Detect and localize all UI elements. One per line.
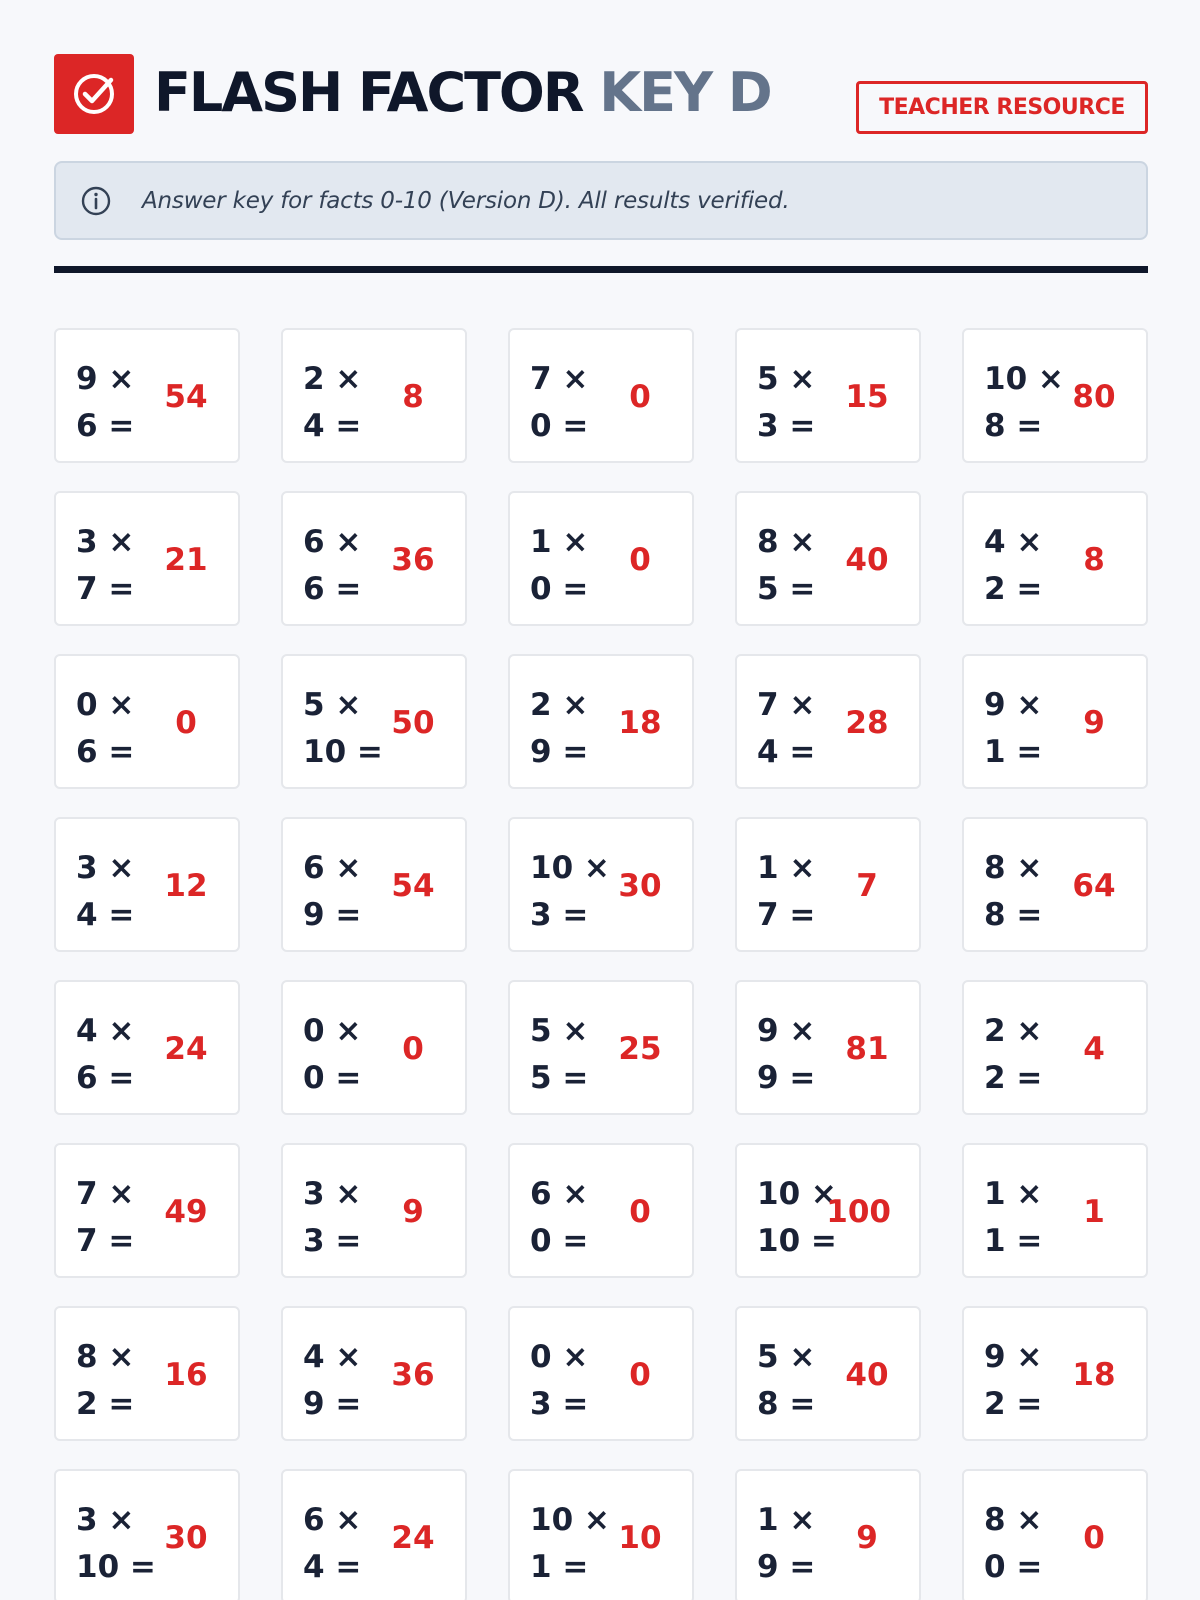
fact-answer: 0 xyxy=(1083,1520,1105,1556)
fact-card xyxy=(281,1306,467,1441)
fact-question: 10 × 8 = xyxy=(984,361,1064,444)
fact-card xyxy=(508,980,694,1115)
fact-card xyxy=(962,328,1148,463)
fact-answer: 16 xyxy=(164,1357,208,1393)
fact-question: 6 × 9 = xyxy=(303,850,362,933)
fact-card xyxy=(54,980,240,1115)
info-icon xyxy=(80,185,112,217)
fact-grid xyxy=(54,328,1148,1600)
fact-question: 6 × 4 = xyxy=(303,1502,362,1585)
fact-answer: 9 xyxy=(856,1520,878,1556)
page-title xyxy=(154,60,771,126)
fact-answer: 80 xyxy=(1072,379,1116,415)
info-banner xyxy=(54,161,1148,240)
fact-answer: 36 xyxy=(391,1357,435,1393)
fact-card xyxy=(54,1469,240,1600)
fact-card xyxy=(962,654,1148,789)
fact-card xyxy=(735,1306,921,1441)
fact-answer: 40 xyxy=(845,542,889,578)
fact-card xyxy=(281,328,467,463)
fact-answer: 4 xyxy=(1083,1031,1105,1067)
fact-question: 3 × 4 = xyxy=(76,850,135,933)
fact-answer: 10 xyxy=(618,1520,662,1556)
fact-card xyxy=(508,491,694,626)
fact-card xyxy=(735,1469,921,1600)
fact-question: 2 × 2 = xyxy=(984,1013,1043,1096)
fact-question: 1 × 1 = xyxy=(984,1176,1043,1259)
fact-answer: 8 xyxy=(1083,542,1105,578)
fact-card xyxy=(54,817,240,952)
fact-card xyxy=(54,491,240,626)
fact-answer: 100 xyxy=(826,1194,891,1230)
fact-card xyxy=(962,1469,1148,1600)
fact-answer: 24 xyxy=(391,1520,435,1556)
fact-question: 4 × 2 = xyxy=(984,524,1043,607)
fact-question: 8 × 5 = xyxy=(757,524,816,607)
fact-question: 6 × 6 = xyxy=(303,524,362,607)
fact-question: 6 × 0 = xyxy=(530,1176,589,1259)
fact-answer: 0 xyxy=(629,542,651,578)
fact-question: 3 × 10 = xyxy=(76,1502,156,1585)
fact-question: 9 × 9 = xyxy=(757,1013,816,1096)
fact-question: 7 × 0 = xyxy=(530,361,589,444)
fact-answer: 25 xyxy=(618,1031,662,1067)
fact-card xyxy=(54,328,240,463)
fact-question: 9 × 2 = xyxy=(984,1339,1043,1422)
fact-answer: 28 xyxy=(845,705,889,741)
fact-answer: 8 xyxy=(402,379,424,415)
fact-card xyxy=(962,817,1148,952)
fact-card xyxy=(962,491,1148,626)
fact-answer: 0 xyxy=(629,379,651,415)
fact-answer: 24 xyxy=(164,1031,208,1067)
fact-card xyxy=(508,654,694,789)
fact-question: 7 × 7 = xyxy=(76,1176,135,1259)
fact-answer: 36 xyxy=(391,542,435,578)
fact-question: 4 × 6 = xyxy=(76,1013,135,1096)
fact-answer: 15 xyxy=(845,379,889,415)
fact-card xyxy=(54,1306,240,1441)
fact-answer: 30 xyxy=(164,1520,208,1556)
fact-card xyxy=(281,1143,467,1278)
info-text: Answer key for facts 0-10 (Version D). All results verified. xyxy=(142,187,790,214)
fact-answer: 0 xyxy=(629,1357,651,1393)
fact-card xyxy=(508,1306,694,1441)
fact-card xyxy=(962,1306,1148,1441)
fact-card xyxy=(508,1469,694,1600)
fact-card xyxy=(508,328,694,463)
fact-answer: 21 xyxy=(164,542,208,578)
page-title-main: FLASH FACTOR xyxy=(154,61,583,124)
fact-question: 3 × 7 = xyxy=(76,524,135,607)
fact-question: 5 × 8 = xyxy=(757,1339,816,1422)
fact-card xyxy=(281,1469,467,1600)
fact-answer: 40 xyxy=(845,1357,889,1393)
fact-question: 9 × 6 = xyxy=(76,361,135,444)
fact-question: 1 × 9 = xyxy=(757,1502,816,1585)
fact-question: 2 × 9 = xyxy=(530,687,589,770)
fact-question: 2 × 4 = xyxy=(303,361,362,444)
check-circle-icon xyxy=(54,54,134,134)
fact-question: 4 × 9 = xyxy=(303,1339,362,1422)
fact-card xyxy=(281,980,467,1115)
fact-answer: 1 xyxy=(1083,1194,1105,1230)
fact-answer: 0 xyxy=(402,1031,424,1067)
fact-card xyxy=(281,491,467,626)
fact-card xyxy=(962,1143,1148,1278)
fact-card xyxy=(735,1143,921,1278)
fact-question: 8 × 2 = xyxy=(76,1339,135,1422)
page-header xyxy=(54,54,1148,134)
fact-answer: 9 xyxy=(402,1194,424,1230)
fact-question: 0 × 0 = xyxy=(303,1013,362,1096)
fact-answer: 81 xyxy=(845,1031,889,1067)
fact-card xyxy=(735,654,921,789)
fact-question: 1 × 0 = xyxy=(530,524,589,607)
fact-question: 5 × 10 = xyxy=(303,687,383,770)
fact-card xyxy=(54,1143,240,1278)
teacher-resource-badge: TEACHER RESOURCE xyxy=(856,81,1148,134)
fact-question: 5 × 3 = xyxy=(757,361,816,444)
fact-card xyxy=(962,980,1148,1115)
fact-question: 8 × 8 = xyxy=(984,850,1043,933)
fact-card xyxy=(735,328,921,463)
fact-question: 9 × 1 = xyxy=(984,687,1043,770)
fact-question: 1 × 7 = xyxy=(757,850,816,933)
fact-answer: 18 xyxy=(618,705,662,741)
fact-answer: 9 xyxy=(1083,705,1105,741)
fact-question: 10 × 10 = xyxy=(757,1176,837,1259)
fact-question: 0 × 6 = xyxy=(76,687,135,770)
fact-answer: 0 xyxy=(629,1194,651,1230)
fact-card xyxy=(508,1143,694,1278)
fact-question: 8 × 0 = xyxy=(984,1502,1043,1585)
fact-card xyxy=(735,491,921,626)
fact-card xyxy=(281,817,467,952)
fact-answer: 0 xyxy=(175,705,197,741)
fact-card xyxy=(54,654,240,789)
fact-question: 10 × 3 = xyxy=(530,850,610,933)
fact-answer: 18 xyxy=(1072,1357,1116,1393)
fact-card xyxy=(281,654,467,789)
fact-answer: 12 xyxy=(164,868,208,904)
fact-answer: 49 xyxy=(164,1194,208,1230)
fact-answer: 7 xyxy=(856,868,878,904)
fact-question: 7 × 4 = xyxy=(757,687,816,770)
divider xyxy=(54,266,1148,273)
fact-card xyxy=(735,980,921,1115)
fact-answer: 54 xyxy=(164,379,208,415)
fact-card xyxy=(508,817,694,952)
fact-question: 10 × 1 = xyxy=(530,1502,610,1585)
fact-question: 3 × 3 = xyxy=(303,1176,362,1259)
fact-card xyxy=(735,817,921,952)
fact-question: 0 × 3 = xyxy=(530,1339,589,1422)
fact-answer: 54 xyxy=(391,868,435,904)
fact-answer: 64 xyxy=(1072,868,1116,904)
fact-answer: 30 xyxy=(618,868,662,904)
page-title-accent: KEY D xyxy=(599,61,771,124)
fact-answer: 50 xyxy=(391,705,435,741)
fact-question: 5 × 5 = xyxy=(530,1013,589,1096)
